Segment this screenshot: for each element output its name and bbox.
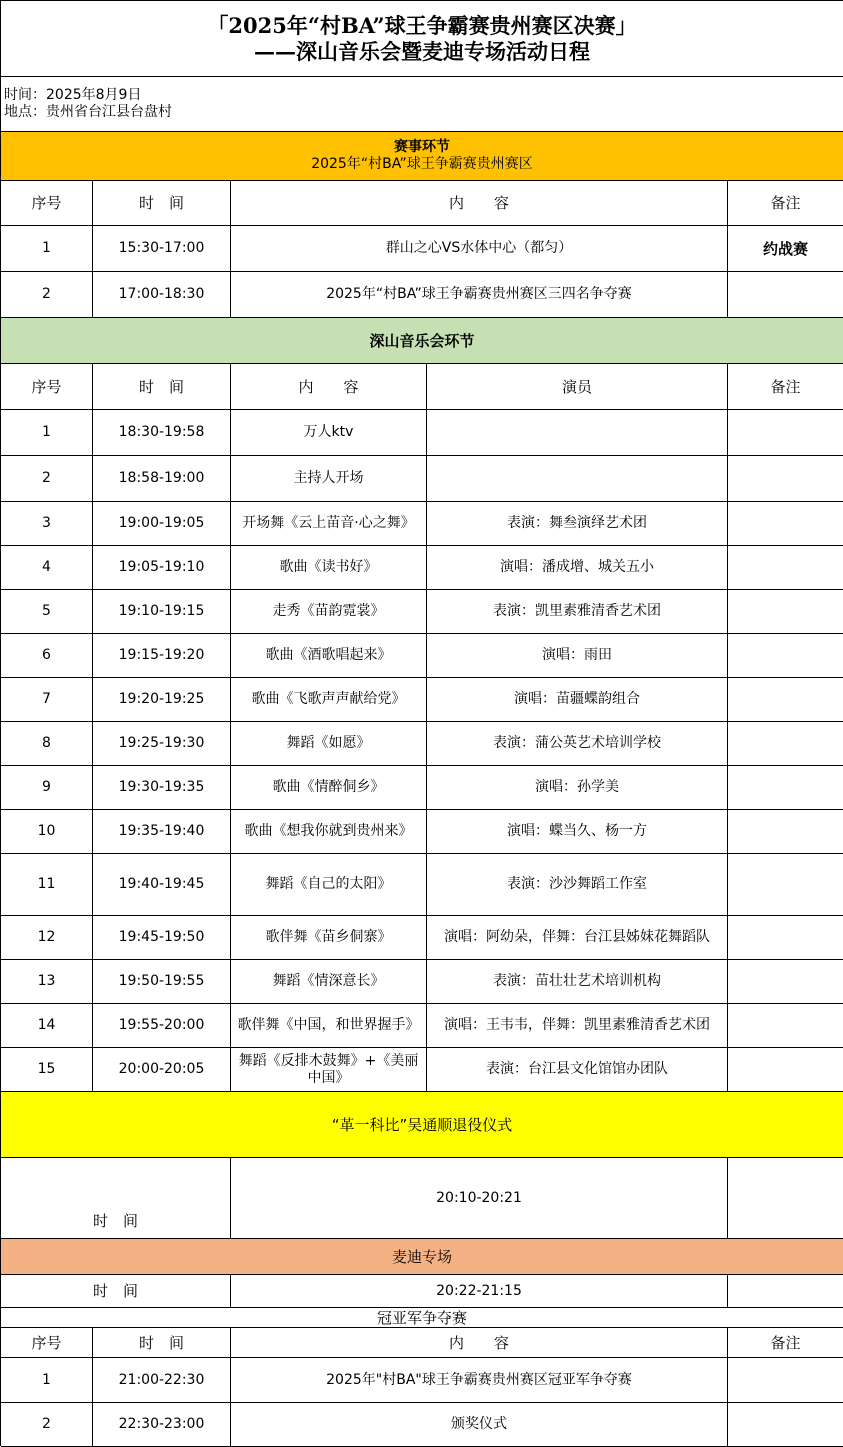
table-row-note: [728, 1048, 843, 1092]
table-row-performer: 表演：沙沙舞蹈工作室: [427, 854, 728, 916]
table-row-content: 歌伴舞《中国，和世界握手》: [231, 1004, 427, 1048]
table-row-no: 3: [1, 502, 93, 546]
table-row-note: [728, 1004, 843, 1048]
table-row-time: 17:00-18:30: [93, 272, 231, 318]
header-note: 备注: [728, 181, 843, 226]
match-section-title: 赛事环节: [394, 139, 450, 156]
header-content: 内 容: [231, 1328, 728, 1358]
table-row-performer: 演唱：阿幼朵，伴舞：台江县姊妹花舞蹈队: [427, 916, 728, 960]
table-row-note: [728, 634, 843, 678]
event-info: [1, 77, 843, 132]
table-row-performer: 表演：舞叁演绎艺术团: [427, 502, 728, 546]
table-row-content: 走秀《苗韵霓裳》: [231, 590, 427, 634]
table-row-performer: [427, 410, 728, 456]
table-row-note: [728, 456, 843, 502]
event-date: 时间：2025年8月9日: [4, 87, 142, 104]
table-row-note: [728, 546, 843, 590]
header-note: 备注: [728, 1328, 843, 1358]
table-row-time: 18:58-19:00: [93, 456, 231, 502]
header-time: 时 间: [93, 181, 231, 226]
match-section-subtitle: 2025年“村BA”球王争霸赛贵州赛区: [311, 156, 533, 172]
table-row-content: 舞蹈《如愿》: [231, 722, 427, 766]
table-row-time: 19:30-19:35: [93, 766, 231, 810]
final-section-heading: 冠亚军争夺赛: [1, 1308, 843, 1328]
retirement-ceremony-heading: “革一科比”吴通顺退役仪式: [1, 1092, 843, 1158]
table-row-performer: 表演：凯里素雅清香艺术团: [427, 590, 728, 634]
table-row-note: [728, 1358, 843, 1403]
table-row-content: 群山之心VS水体中心（都匀）: [231, 226, 728, 272]
table-row-content: 歌曲《情醉侗乡》: [231, 766, 427, 810]
header-time: 时 间: [93, 1328, 231, 1358]
table-row-note: [728, 410, 843, 456]
table-row-performer: [427, 456, 728, 502]
table-row-content: 颁奖仪式: [231, 1403, 728, 1447]
title-line-1: 「2025年“村BA”球王争霸赛贵州赛区决赛」: [207, 13, 637, 39]
header-content: 内 容: [231, 364, 427, 410]
document-title: [1, 1, 843, 77]
table-row-no: 7: [1, 678, 93, 722]
table-row-content: 歌曲《想我你就到贵州来》: [231, 810, 427, 854]
table-row-content: 舞蹈《反排木鼓舞》+《美丽中国》: [231, 1048, 427, 1092]
table-row-no: 10: [1, 810, 93, 854]
table-row-performer: 演唱：王韦韦，伴舞：凯里素雅清香艺术团: [427, 1004, 728, 1048]
table-row-time: 22:30-23:00: [93, 1403, 231, 1447]
table-row-note: [728, 960, 843, 1004]
header-no: 序号: [1, 181, 93, 226]
table-row-time: 21:00-22:30: [93, 1358, 231, 1403]
table-row-no: 15: [1, 1048, 93, 1092]
table-row-no: 5: [1, 590, 93, 634]
table-row-performer: 演唱：潘成增、城关五小: [427, 546, 728, 590]
mcgrady-section-heading: 麦迪专场: [1, 1239, 843, 1275]
table-row-content: 主持人开场: [231, 456, 427, 502]
header-content: 内 容: [231, 181, 728, 226]
table-row-content: 歌曲《酒歌唱起来》: [231, 634, 427, 678]
table-row-content: 舞蹈《情深意长》: [231, 960, 427, 1004]
table-row-no: 14: [1, 1004, 93, 1048]
event-location: 地点：贵州省台江县台盘村: [4, 104, 172, 120]
table-row-note: [728, 1403, 843, 1447]
table-row-time: 15:30-17:00: [93, 226, 231, 272]
table-row-time: 20:00-20:05: [93, 1048, 231, 1092]
table-row-time: 19:20-19:25: [93, 678, 231, 722]
mcgrady-note: [728, 1275, 843, 1308]
table-row-no: 9: [1, 766, 93, 810]
header-no: 序号: [1, 364, 93, 410]
table-row-no: 13: [1, 960, 93, 1004]
table-row-note: [728, 502, 843, 546]
retirement-note: [728, 1158, 843, 1239]
table-row-content: 万人ktv: [231, 410, 427, 456]
table-row-note: [728, 916, 843, 960]
table-row-time: 19:10-19:15: [93, 590, 231, 634]
table-row-time: 19:05-19:10: [93, 546, 231, 590]
concert-section-heading: 深山音乐会环节: [1, 318, 843, 364]
table-row-content: 舞蹈《自己的太阳》: [231, 854, 427, 916]
match-section-heading: [1, 132, 843, 181]
header-performer: 演员: [427, 364, 728, 410]
table-row-performer: 表演：蒲公英艺术培训学校: [427, 722, 728, 766]
table-row-note: [728, 678, 843, 722]
header-no: 序号: [1, 1328, 93, 1358]
table-row-no: 4: [1, 546, 93, 590]
table-row-time: 19:55-20:00: [93, 1004, 231, 1048]
table-row-content: 歌伴舞《苗乡侗寨》: [231, 916, 427, 960]
table-row-note: [728, 854, 843, 916]
retirement-time-label: 时 间: [1, 1158, 231, 1239]
table-row-no: 6: [1, 634, 93, 678]
table-row-time: 19:45-19:50: [93, 916, 231, 960]
table-row-note: [728, 766, 843, 810]
table-row-content: 歌曲《飞歌声声献给党》: [231, 678, 427, 722]
table-row-performer: 表演：台江县文化馆馆办团队: [427, 1048, 728, 1092]
table-row-no: 1: [1, 410, 93, 456]
table-row-content: 2025年"村BA"球王争霸赛贵州赛区冠亚军争夺赛: [231, 1358, 728, 1403]
table-row-performer: 表演：苗壮壮艺术培训机构: [427, 960, 728, 1004]
table-row-time: 19:50-19:55: [93, 960, 231, 1004]
table-row-no: 1: [1, 226, 93, 272]
title-line-2: ——深山音乐会暨麦迪专场活动日程: [254, 38, 590, 64]
table-row-no: 2: [1, 272, 93, 318]
table-row-no: 1: [1, 1358, 93, 1403]
table-row-performer: 演唱：蝶当久、杨一方: [427, 810, 728, 854]
table-row-time: 19:00-19:05: [93, 502, 231, 546]
header-time: 时 间: [93, 364, 231, 410]
table-row-time: 18:30-19:58: [93, 410, 231, 456]
table-row-note: 约战赛: [728, 226, 843, 272]
retirement-time-value: 20:10-20:21: [231, 1158, 728, 1239]
table-row-no: 8: [1, 722, 93, 766]
mcgrady-time-label: 时 间: [1, 1275, 231, 1308]
table-row-time: 19:40-19:45: [93, 854, 231, 916]
mcgrady-time-value: 20:22-21:15: [231, 1275, 728, 1308]
header-note: 备注: [728, 364, 843, 410]
table-row-content: 2025年“村BA”球王争霸赛贵州赛区三四名争夺赛: [231, 272, 728, 318]
table-row-no: 12: [1, 916, 93, 960]
table-row-content: 歌曲《读书好》: [231, 546, 427, 590]
table-row-note: [728, 272, 843, 318]
table-row-time: 19:25-19:30: [93, 722, 231, 766]
table-row-no: 11: [1, 854, 93, 916]
table-row-time: 19:15-19:20: [93, 634, 231, 678]
table-row-content: 开场舞《云上苗音·心之舞》: [231, 502, 427, 546]
table-row-performer: 演唱：雨田: [427, 634, 728, 678]
table-row-no: 2: [1, 1403, 93, 1447]
table-row-note: [728, 810, 843, 854]
table-row-note: [728, 722, 843, 766]
table-row-performer: 演唱：孙学美: [427, 766, 728, 810]
table-row-note: [728, 590, 843, 634]
table-row-no: 2: [1, 456, 93, 502]
table-row-time: 19:35-19:40: [93, 810, 231, 854]
table-row-performer: 演唱：苗疆蝶韵组合: [427, 678, 728, 722]
